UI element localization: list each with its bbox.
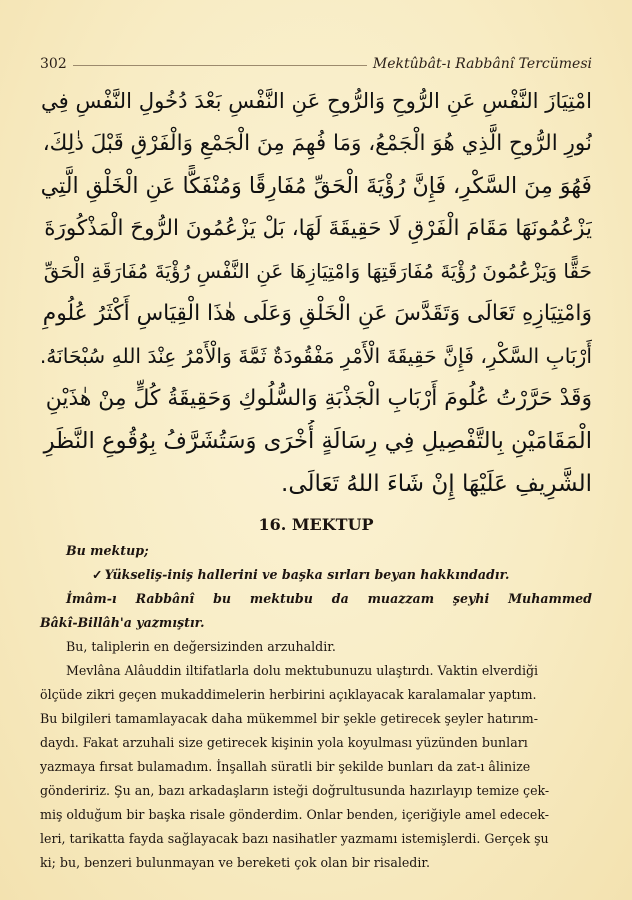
checkmark-icon: ✓: [92, 567, 103, 582]
page-number: 302: [40, 56, 67, 72]
intro-line: [40, 563, 592, 587]
arabic-line: وَامْتِيَازِهِ تَعَالَى وَتَقَدَّسَ عَنِ الْخَلْقِ وَعَلَى هٰذَا الْقِيَاسِ أَكْثَرُ عُلُومِ: [42, 300, 592, 326]
arabic-line: نُورِ الرُّوحِ الَّذِي هُوَ الْجَمْعُ، وَمَا فُهِمَ مِنَ الْجَمْعِ وَالْفَرْقِ قَبْلَ ذٰلِكَ،: [42, 130, 592, 156]
section-title: 16. MEKTUP: [258, 515, 374, 534]
arabic-line: الشَّرِيفِ عَلَيْهَا إِنْ شَاءَ اللهُ تَعَالَى.: [281, 470, 592, 497]
body-line: daydı. Fakat arzuhali size getirecek kişinin yola koyulması yüzünden bunları: [40, 735, 528, 750]
intro-line: İmâm-ı Rabbânî bu mektubu da muazzam şeyhi Muhammed: [66, 591, 592, 606]
intro-line: Bu, taliplerin en değersizinden arzuhaldir.: [66, 639, 336, 654]
body-line: yazmaya fırsat bulamadım. İnşallah süratli bir şekilde bunları da zat-ı âlinize: [40, 759, 531, 774]
arabic-line: الْمَقَامَيْنِ بِالتَّفْصِيلِ فِي رِسَالَةٍ أُخْرَى وَسَتُشَرَّفُ بِوُقُوعِ النَّظَرِ: [43, 428, 592, 454]
turkish-text-block: [40, 539, 592, 875]
body-line: leri, tarikatta fayda sağlayacak bazı nasihatler yazmamı istemişlerdi. Gerçek şu: [40, 831, 549, 846]
running-title: Mektûbât-ı Rabbânî Tercümesi: [372, 56, 592, 72]
arabic-text-block: [40, 80, 592, 505]
page: [40, 52, 592, 875]
body-line: ölçüde zikri geçen mukaddimelerin herbirini açıklayacak karalamalar yaptım.: [40, 687, 537, 702]
intro-line: Bâkî-Billâh'a yazmıştır.: [40, 615, 205, 630]
arabic-line: فَهُوَ مِنَ السَّكْرِ، فَإِنَّ رُؤْيَةَ الْحَقِّ مُفَارِقًا وَمُنْفَكًّا عَنِ الْخَلْقِ الَّتِي: [40, 173, 592, 199]
arabic-line: امْتِيَازَ النَّفْسِ عَنِ الرُّوحِ وَالرُّوحِ عَنِ النَّفْسِ بَعْدَ دُخُولِ النَّفْسِ فِي: [40, 88, 592, 113]
header-rule: [73, 65, 367, 66]
intro-line: Bu mektup;: [66, 543, 149, 558]
body-line: miş olduğum bir başka risale gönderdim. Onlar benden, içeriğiyle amel edecek-: [40, 807, 550, 822]
arabic-line: حَقًّا وَيَزْعُمُونَ رُؤْيَةَ مُفَارَقَتِهَا وَامْتِيَازِهَا عَنِ النَّفْسِ رُؤْيَةَ مُفَارَقَةِ الْحَقِّ: [43, 259, 592, 283]
arabic-line: أَرْبَابِ السَّكْرِ، فَإِنَّ حَقِيقَةَ الْأَمْرِ مَفْقُودَةٌ ثَمَّةَ وَالْأَمْرُ عِنْدَ اللهِ سُبْحَانَهُ.: [40, 344, 592, 368]
body-line: Bu bilgileri tamamlayacak daha mükemmel bir şekle getirecek şeyler hatırım-: [40, 711, 538, 726]
body-line: Mevlâna Alâuddin iltifatlarla dolu mektubunuzu ulaştırdı. Vaktin elverdiği: [66, 663, 539, 678]
body-line: göndeririz. Şu an, bazı arkadaşların isteği doğrultusunda hazırlayıp temize çek-: [40, 783, 550, 798]
intro-line-text: Yükseliş-iniş hallerini ve başka sırları beyan hakkındadır.: [104, 567, 510, 582]
arabic-line: يَزْعُمُونَهَا مَقَامَ الْفَرْقِ لَا حَقِيقَةَ لَهَا، بَلْ يَزْعُمُونَ الرُّوحَ الْمَذْكُورَةَ: [44, 215, 592, 241]
body-line: ki; bu, benzeri bulunmayan ve bereketi çok olan bir risaledir.: [40, 855, 431, 870]
page-header: [40, 52, 592, 76]
arabic-line: وَقَدْ حَرَّرْتُ عُلُومَ أَرْبَابِ الْجَذْبَةِ وَالسُّلُوكِ وَحَقِيقَةُ كُلٍّ مِنْ هٰذَيْنِ: [45, 385, 592, 411]
